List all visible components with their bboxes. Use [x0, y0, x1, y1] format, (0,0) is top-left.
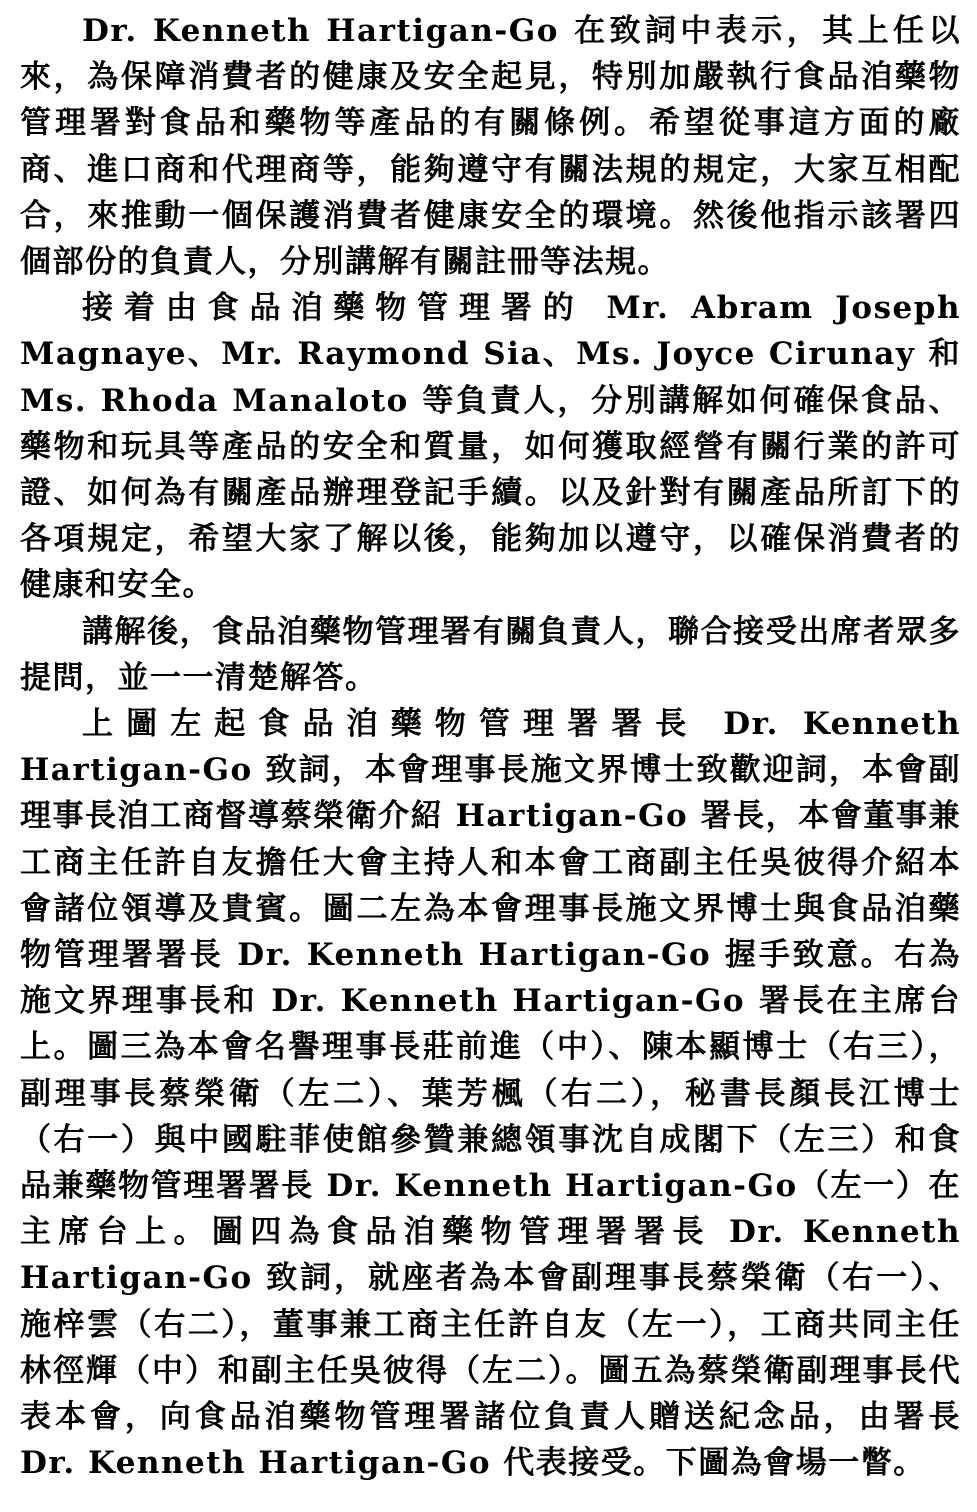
- paragraph-qa-session: 講解後，食品洎藥物管理署有關負責人，聯合接受出席者眾多提問，並一一清楚解答。: [20, 613, 961, 696]
- paragraph-opening-speech: Dr. Kenneth Hartigan-Go 在致詞中表示，其上任以來，為保障消費者的健康及安全起見，特別加嚴執行食品洎藥物管理署對食品和藥物等產品的有關條例。希望從事這方面的廠商、進口商和代理商等，能夠遵守有關法規的規定，大家互相配合，來推動一個保護消費者健康安全的環境。然後他指示該署四個部份的負責人，分別講解有關註冊等法規。: [20, 13, 961, 281]
- paragraph-photo-captions: 上圖左起食品洎藥物管理署署長 Dr. Kenneth Hartigan-Go 致詞，本會理事長施文界博士致歡迎詞，本會副理事長洎工商督導蔡榮衛介紹 Hartigan-Go 署長，本會董事兼工商主任許自友擔任大會主持人和本會工商副主任吳彼得介紹本會諸位領導及貴賓。圖二左為本會理事長施文界博士與食品洎藥物管理署署長 Dr. Kenneth Hartigan-Go 握手致意。右為施文界理事長和 Dr. Kenneth Hartigan-Go 署長在主席台上。圖三為本會名譽理事長莊前進（中）、陳本顯博士（右三），副理事長蔡榮衛（左二）、葉芳楓（右二），秘書長顏長江博士（右一）與中國駐菲使館參贊兼總領事沈自成閣下（左三）和食品兼藥物管理署署長 Dr. Kenneth Hartigan-Go（左一）在主席台上。圖四為食品洎藥物管理署署長 Dr. Kenneth Hartigan-Go 致詞，就座者為本會副理事長蔡榮衛（右一）、施梓雲（右二），董事兼工商主任許自友（左一），工商共同主任林徑輝（中）和副主任吳彼得（左二）。圖五為蔡榮衛副理事長代表本會，向食品洎藥物管理署諸位負責人贈送紀念品，由署長 Dr. Kenneth Hartigan-Go 代表接受。下圖為會場一瞥。: [20, 706, 961, 1482]
- paragraph-officials-briefing: 接着由食品洎藥物管理署的 Mr. Abram Joseph Magnaye、Mr. Raymond Sia、Ms. Joyce Cirunay 和 Ms. Rhoda Manaloto 等負責人，分別講解如何確保食品、藥物和玩具等產品的安全和質量，如何獲取經營有關行業的許可證、如何為有關產品辦理登記手續。以及針對有關產品所訂下的各項規定，希望大家了解以後，能夠加以遵守，以確保消費者的健康和安全。: [20, 290, 961, 604]
